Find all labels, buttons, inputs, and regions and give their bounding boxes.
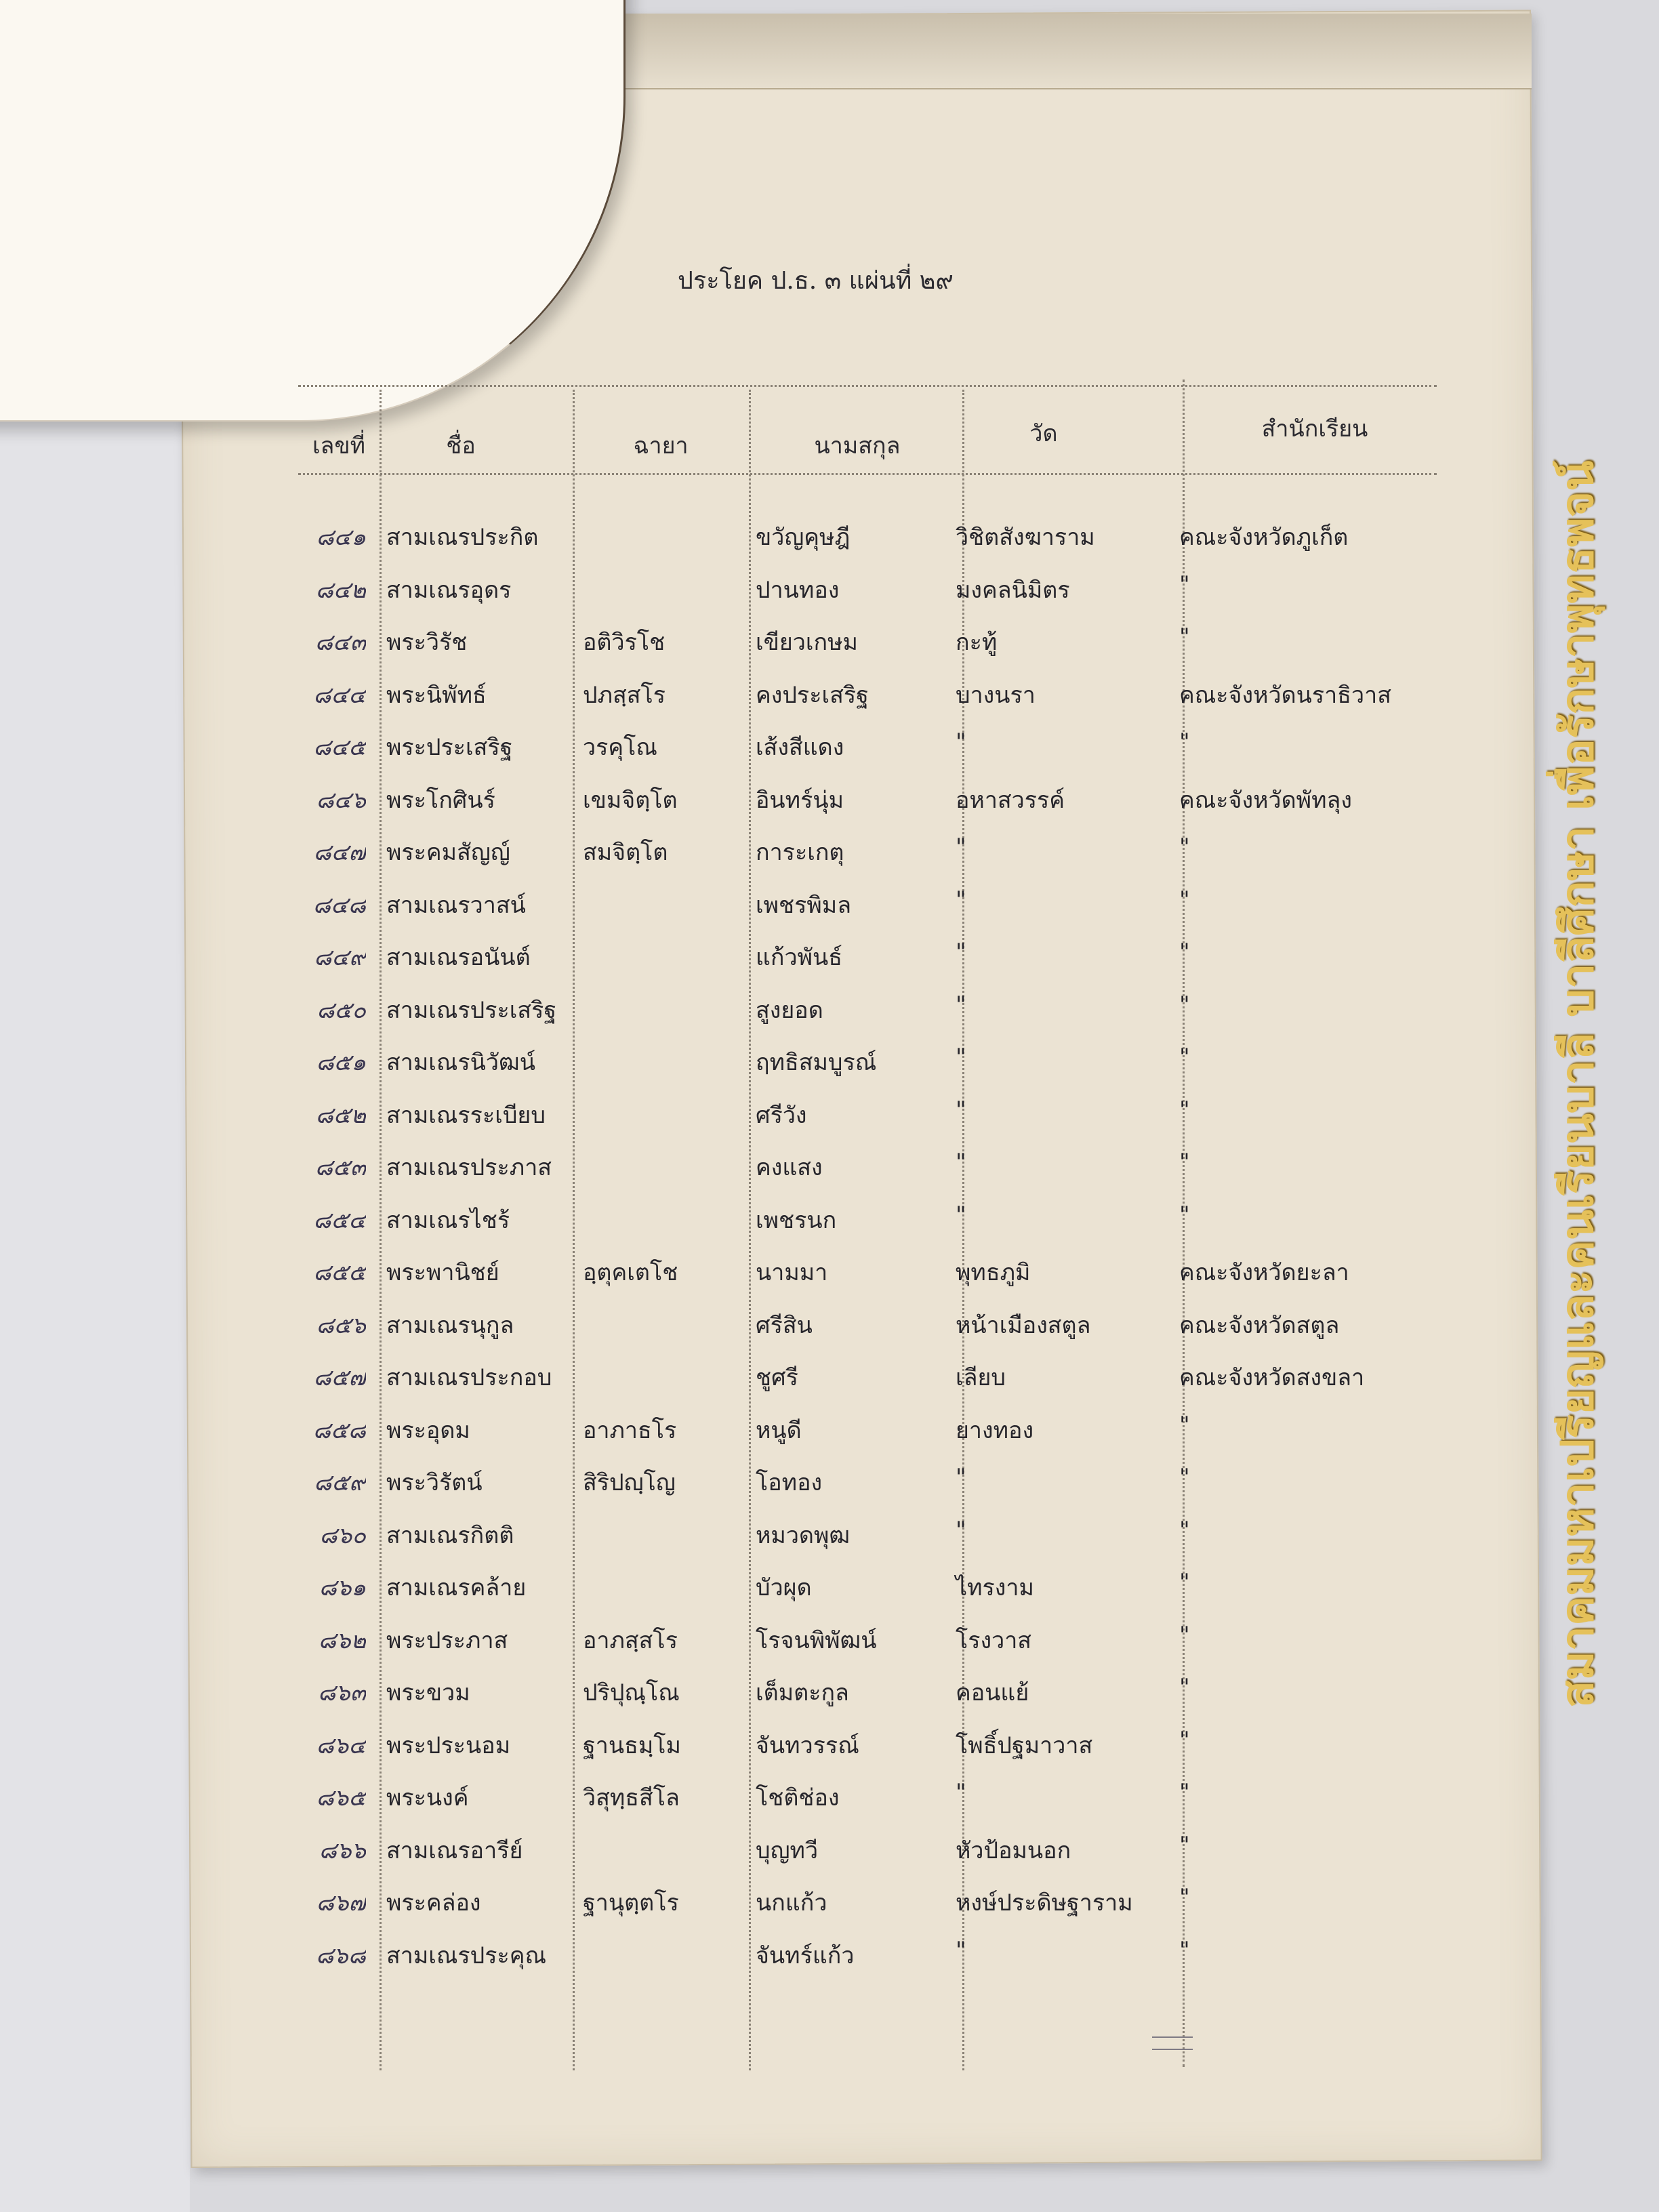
row-number: ๘๕๑ bbox=[316, 1049, 366, 1076]
row-name: สามเณรประกอบ bbox=[386, 1364, 552, 1391]
table-row bbox=[298, 565, 1437, 612]
row-school: " bbox=[1179, 1516, 1190, 1544]
row-surname: อินทร์นุ่ม bbox=[756, 786, 844, 814]
row-alias: วิสุทฺธสีโล bbox=[583, 1784, 680, 1811]
table-row bbox=[298, 1405, 1437, 1452]
row-temple: กะทู้ bbox=[956, 629, 998, 656]
row-surname: โรจนพิพัฒน์ bbox=[756, 1626, 877, 1654]
row-number: ๘๕๐ bbox=[316, 996, 366, 1024]
row-surname: หนูดี bbox=[756, 1416, 802, 1444]
column-header-surname: นามสกุล bbox=[814, 432, 901, 459]
table-row bbox=[298, 617, 1437, 664]
row-number: ๘๕๗ bbox=[313, 1364, 366, 1391]
column-header-school: สำนักเรียน bbox=[1261, 415, 1368, 443]
row-temple: หงษ์ประดิษฐาราม bbox=[956, 1889, 1133, 1917]
table-row bbox=[298, 1720, 1437, 1767]
row-temple: " bbox=[956, 1464, 966, 1491]
row-surname: ปานทอง bbox=[756, 576, 840, 604]
background bbox=[0, 380, 190, 2212]
row-school: " bbox=[1179, 623, 1190, 651]
table-row bbox=[298, 827, 1437, 874]
row-name: พระนิพัทธ์ bbox=[386, 681, 487, 709]
row-surname: ศรีวัง bbox=[756, 1101, 807, 1129]
row-name: พระขวม bbox=[386, 1679, 470, 1706]
table-row bbox=[298, 1877, 1437, 1925]
table-row bbox=[298, 775, 1437, 822]
row-surname: คงประเสริฐ bbox=[756, 681, 869, 709]
row-alias: ปภสฺสโร bbox=[583, 681, 666, 709]
row-name: พระอุดม bbox=[386, 1416, 470, 1444]
row-alias bbox=[576, 991, 752, 1027]
column-header-temple: วัด bbox=[1029, 420, 1058, 447]
page-heading: ประโยค ป.ธ. ๓ แผ่นที่ ๒๙ bbox=[678, 267, 954, 295]
row-number: ๘๖๐ bbox=[319, 1521, 366, 1549]
row-surname: นามมา bbox=[756, 1259, 828, 1286]
row-school: " bbox=[1179, 729, 1190, 756]
row-temple: บางนรา bbox=[956, 681, 1036, 709]
page-top-edge bbox=[569, 14, 1532, 89]
row-temple: " bbox=[956, 991, 966, 1019]
row-school: คณะจังหวัดยะลา bbox=[1179, 1259, 1349, 1286]
row-temple: พุทธภูมิ bbox=[956, 1259, 1031, 1286]
row-school: " bbox=[1179, 886, 1190, 914]
row-number: ๘๖๒ bbox=[318, 1626, 366, 1654]
row-temple: ไทรงาม bbox=[956, 1574, 1034, 1601]
row-name: สามเณรไชร้ bbox=[386, 1206, 510, 1234]
row-name: สามเณรกิตติ bbox=[386, 1521, 514, 1549]
table-row bbox=[298, 722, 1437, 769]
table-row bbox=[298, 1667, 1437, 1715]
row-alias bbox=[576, 1149, 752, 1184]
row-temple: " bbox=[956, 1149, 966, 1176]
row-number: ๘๔๑ bbox=[316, 524, 366, 551]
row-number: ๘๔๖ bbox=[316, 786, 366, 814]
header-bottom-rule bbox=[298, 473, 1437, 475]
row-surname: นกแก้ว bbox=[756, 1889, 827, 1917]
row-name: สามเณรคล้าย bbox=[386, 1574, 527, 1601]
row-school: " bbox=[1179, 1569, 1190, 1596]
row-temple: " bbox=[956, 1516, 966, 1544]
row-name: สามเณรระเบียบ bbox=[386, 1101, 546, 1129]
row-school: " bbox=[1179, 1411, 1190, 1439]
row-school: " bbox=[1179, 1149, 1190, 1176]
table-row bbox=[298, 1352, 1437, 1399]
row-school: " bbox=[1179, 1936, 1190, 1964]
row-alias: เขมจิตฺโต bbox=[583, 786, 678, 814]
table-row bbox=[298, 880, 1437, 927]
row-school: " bbox=[1179, 1779, 1190, 1806]
row-alias: อติวิรโช bbox=[583, 629, 665, 656]
row-surname: หมวดพุฒ bbox=[756, 1521, 851, 1549]
row-number: ๘๖๘ bbox=[315, 1942, 366, 1969]
row-number: ๘๕๓ bbox=[314, 1154, 366, 1181]
row-surname: แก้วพันธ์ bbox=[756, 944, 842, 971]
row-temple: มงคลนิมิตร bbox=[956, 576, 1070, 604]
row-number: ๘๖๕ bbox=[316, 1784, 366, 1811]
table-row bbox=[298, 1825, 1437, 1872]
row-school: คณะจังหวัดพัทลุง bbox=[1179, 786, 1352, 814]
row-number: ๘๕๖ bbox=[316, 1311, 366, 1339]
row-surname: การะเกตุ bbox=[756, 839, 844, 866]
row-school: " bbox=[1179, 1621, 1190, 1649]
row-alias bbox=[576, 1044, 752, 1079]
row-name: พระประเสริฐ bbox=[386, 734, 513, 761]
row-temple: " bbox=[956, 1096, 966, 1124]
table-row bbox=[298, 1930, 1437, 1978]
row-surname: บัวผุด bbox=[756, 1574, 812, 1601]
table-row bbox=[298, 512, 1437, 559]
row-surname: สูงยอด bbox=[756, 996, 823, 1024]
row-number: ๘๖๓ bbox=[317, 1679, 366, 1706]
table-row bbox=[298, 1510, 1437, 1557]
row-school: คณะจังหวัดสงขลา bbox=[1179, 1364, 1365, 1391]
row-alias bbox=[576, 1097, 752, 1132]
row-number: ๘๔๓ bbox=[314, 629, 366, 656]
row-alias bbox=[576, 1202, 752, 1237]
row-surname: เขียวเกษม bbox=[756, 629, 858, 656]
row-school: " bbox=[1179, 1464, 1190, 1491]
row-school: " bbox=[1179, 571, 1190, 598]
table-row bbox=[298, 985, 1437, 1032]
row-name: พระโกศินร์ bbox=[386, 786, 495, 814]
row-temple: " bbox=[956, 834, 966, 861]
table-row bbox=[298, 1090, 1437, 1137]
row-school: " bbox=[1179, 991, 1190, 1019]
column-header-number: เลขที่ bbox=[312, 432, 366, 459]
table-row bbox=[298, 1562, 1437, 1610]
row-alias bbox=[576, 1517, 752, 1552]
row-temple: " bbox=[956, 729, 966, 756]
row-school: " bbox=[1179, 1044, 1190, 1071]
table-row bbox=[298, 1142, 1437, 1189]
row-number: ๘๔๒ bbox=[315, 576, 366, 604]
table-row bbox=[298, 1037, 1437, 1084]
header-top-rule bbox=[298, 385, 1437, 387]
row-temple: " bbox=[956, 1044, 966, 1071]
row-number: ๘๖๗ bbox=[316, 1889, 366, 1917]
row-name: สามเณรนิวัฒน์ bbox=[386, 1049, 535, 1076]
row-surname: จันทวรรณ์ bbox=[756, 1732, 859, 1759]
row-temple: อหาสวรรค์ bbox=[956, 786, 1065, 814]
row-school: คณะจังหวัดสตูล bbox=[1179, 1311, 1340, 1339]
row-name: สามเณรอารีย์ bbox=[386, 1837, 523, 1864]
row-temple: วิชิตสังฆาราม bbox=[956, 524, 1095, 551]
row-surname: บุญทวี bbox=[756, 1837, 819, 1864]
row-name: สามเณรนุกูล bbox=[386, 1311, 514, 1339]
row-name: สามเณรประคุณ bbox=[386, 1942, 547, 1969]
row-alias: ฐานธมฺโม bbox=[583, 1732, 681, 1759]
row-surname: เต็มตะกูล bbox=[756, 1679, 849, 1706]
row-surname: โชติช่อง bbox=[756, 1784, 840, 1811]
row-temple: หัวป้อมนอก bbox=[956, 1837, 1071, 1864]
table-row bbox=[298, 1615, 1437, 1662]
row-name: พระคมสัญญ์ bbox=[386, 839, 510, 866]
ink-mark bbox=[1152, 2036, 1193, 2050]
row-number: ๘๕๔ bbox=[313, 1206, 366, 1234]
row-name: พระวิรัตน์ bbox=[386, 1469, 483, 1496]
row-name: พระวิรัช bbox=[386, 629, 468, 656]
row-name: สามเณรประภาส bbox=[386, 1154, 552, 1181]
row-number: ๘๔๘ bbox=[312, 891, 366, 919]
table-row bbox=[298, 1772, 1437, 1820]
row-alias bbox=[576, 886, 752, 922]
row-alias bbox=[576, 1307, 752, 1342]
row-surname: เพชรพิมล bbox=[756, 891, 852, 919]
row-temple: " bbox=[956, 939, 966, 966]
row-surname: เส้งสีแดง bbox=[756, 734, 844, 761]
table-row bbox=[298, 1247, 1437, 1294]
row-school: " bbox=[1179, 1674, 1190, 1701]
row-surname: โอทอง bbox=[756, 1469, 823, 1496]
row-alias: อาภสฺสโร bbox=[583, 1626, 678, 1654]
column-header-alias: ฉายา bbox=[633, 432, 689, 459]
column-header-name: ชื่อ bbox=[446, 432, 476, 459]
row-school: " bbox=[1179, 834, 1190, 861]
table-row bbox=[298, 670, 1437, 717]
row-alias: อาภาธโร bbox=[583, 1416, 677, 1444]
row-temple: คอนแย้ bbox=[956, 1679, 1029, 1706]
row-number: ๘๕๒ bbox=[315, 1101, 366, 1129]
row-temple: โรงวาส bbox=[956, 1626, 1032, 1654]
row-number: ๘๖๔ bbox=[316, 1732, 366, 1759]
row-surname: คงแสง bbox=[756, 1154, 823, 1181]
row-school: " bbox=[1179, 1096, 1190, 1124]
row-alias bbox=[576, 1832, 752, 1867]
row-school: " bbox=[1179, 1884, 1190, 1911]
row-name: พระประภาส bbox=[386, 1626, 508, 1654]
row-number: ๘๔๙ bbox=[314, 944, 366, 971]
row-temple: " bbox=[956, 886, 966, 914]
row-name: พระพานิชย์ bbox=[386, 1259, 499, 1286]
row-name: สามเณรประเสริฐ bbox=[386, 996, 557, 1024]
table-row bbox=[298, 1457, 1437, 1504]
row-alias bbox=[576, 1937, 752, 1972]
row-temple: หน้าเมืองสตูล bbox=[956, 1311, 1091, 1339]
row-school: " bbox=[1179, 1831, 1190, 1859]
row-surname: ขวัญคุษฎี bbox=[756, 524, 851, 551]
row-number: ๘๔๕ bbox=[313, 734, 366, 761]
row-name: สามเณรอุดร bbox=[386, 576, 512, 604]
row-temple: เลียบ bbox=[956, 1364, 1006, 1391]
row-name: สามเณรประกิต bbox=[386, 524, 539, 551]
row-name: พระคล่อง bbox=[386, 1889, 481, 1917]
row-alias: อฺตุคเตโช bbox=[583, 1259, 678, 1286]
row-name: พระนงค์ bbox=[386, 1784, 469, 1811]
row-name: พระประนอม bbox=[386, 1732, 511, 1759]
row-temple: ยางทอง bbox=[956, 1416, 1034, 1444]
row-school: " bbox=[1179, 1201, 1190, 1229]
row-alias: สมจิตฺโต bbox=[583, 839, 668, 866]
row-surname: จันทร์แก้ว bbox=[756, 1942, 855, 1969]
row-number: ๘๔๔ bbox=[313, 681, 366, 709]
row-temple: " bbox=[956, 1201, 966, 1229]
row-surname: เพชรนก bbox=[756, 1206, 837, 1234]
row-temple: โพธิ์ปฐมาวาส bbox=[956, 1732, 1093, 1759]
row-alias bbox=[576, 1569, 752, 1604]
row-number: ๘๕๙ bbox=[314, 1469, 366, 1496]
row-name: สามเณรวาสน์ bbox=[386, 891, 526, 919]
row-number: ๘๕๕ bbox=[313, 1259, 366, 1286]
row-alias: สิริปญฺโญ bbox=[583, 1469, 676, 1496]
row-temple: " bbox=[956, 1779, 966, 1806]
row-number: ๘๔๗ bbox=[313, 839, 366, 866]
row-alias: วรคุโณ bbox=[583, 734, 657, 761]
table-row bbox=[298, 932, 1437, 979]
watermark-text: สมาคมมหาเปรียญและคนเรียนบาลี บาลีศึกษา เพื่อรักษาพุทธพจน์ bbox=[1551, 460, 1603, 1708]
row-school: คณะจังหวัดภูเก็ต bbox=[1179, 524, 1349, 551]
table-row bbox=[298, 1300, 1437, 1347]
row-alias: ฐานุตฺตโร bbox=[583, 1889, 679, 1917]
row-alias bbox=[576, 518, 752, 554]
row-alias bbox=[576, 571, 752, 607]
row-name: สามเณรอนันต์ bbox=[386, 944, 531, 971]
table-row bbox=[298, 1195, 1437, 1242]
row-surname: ชูศรี bbox=[756, 1364, 798, 1391]
row-alias bbox=[576, 1359, 752, 1394]
row-school: " bbox=[1179, 1726, 1190, 1754]
row-alias bbox=[576, 939, 752, 974]
row-temple: " bbox=[956, 1936, 966, 1964]
row-number: ๘๖๑ bbox=[319, 1574, 366, 1601]
row-surname: ฤทธิสมบูรณ์ bbox=[756, 1049, 877, 1076]
row-school: คณะจังหวัดนราธิวาส bbox=[1179, 681, 1391, 709]
row-number: ๘๕๘ bbox=[312, 1416, 366, 1444]
row-number: ๘๖๖ bbox=[319, 1837, 366, 1864]
row-school: " bbox=[1179, 939, 1190, 966]
row-alias: ปริปุณฺโณ bbox=[583, 1679, 680, 1706]
row-surname: ศรีสิน bbox=[756, 1311, 813, 1339]
